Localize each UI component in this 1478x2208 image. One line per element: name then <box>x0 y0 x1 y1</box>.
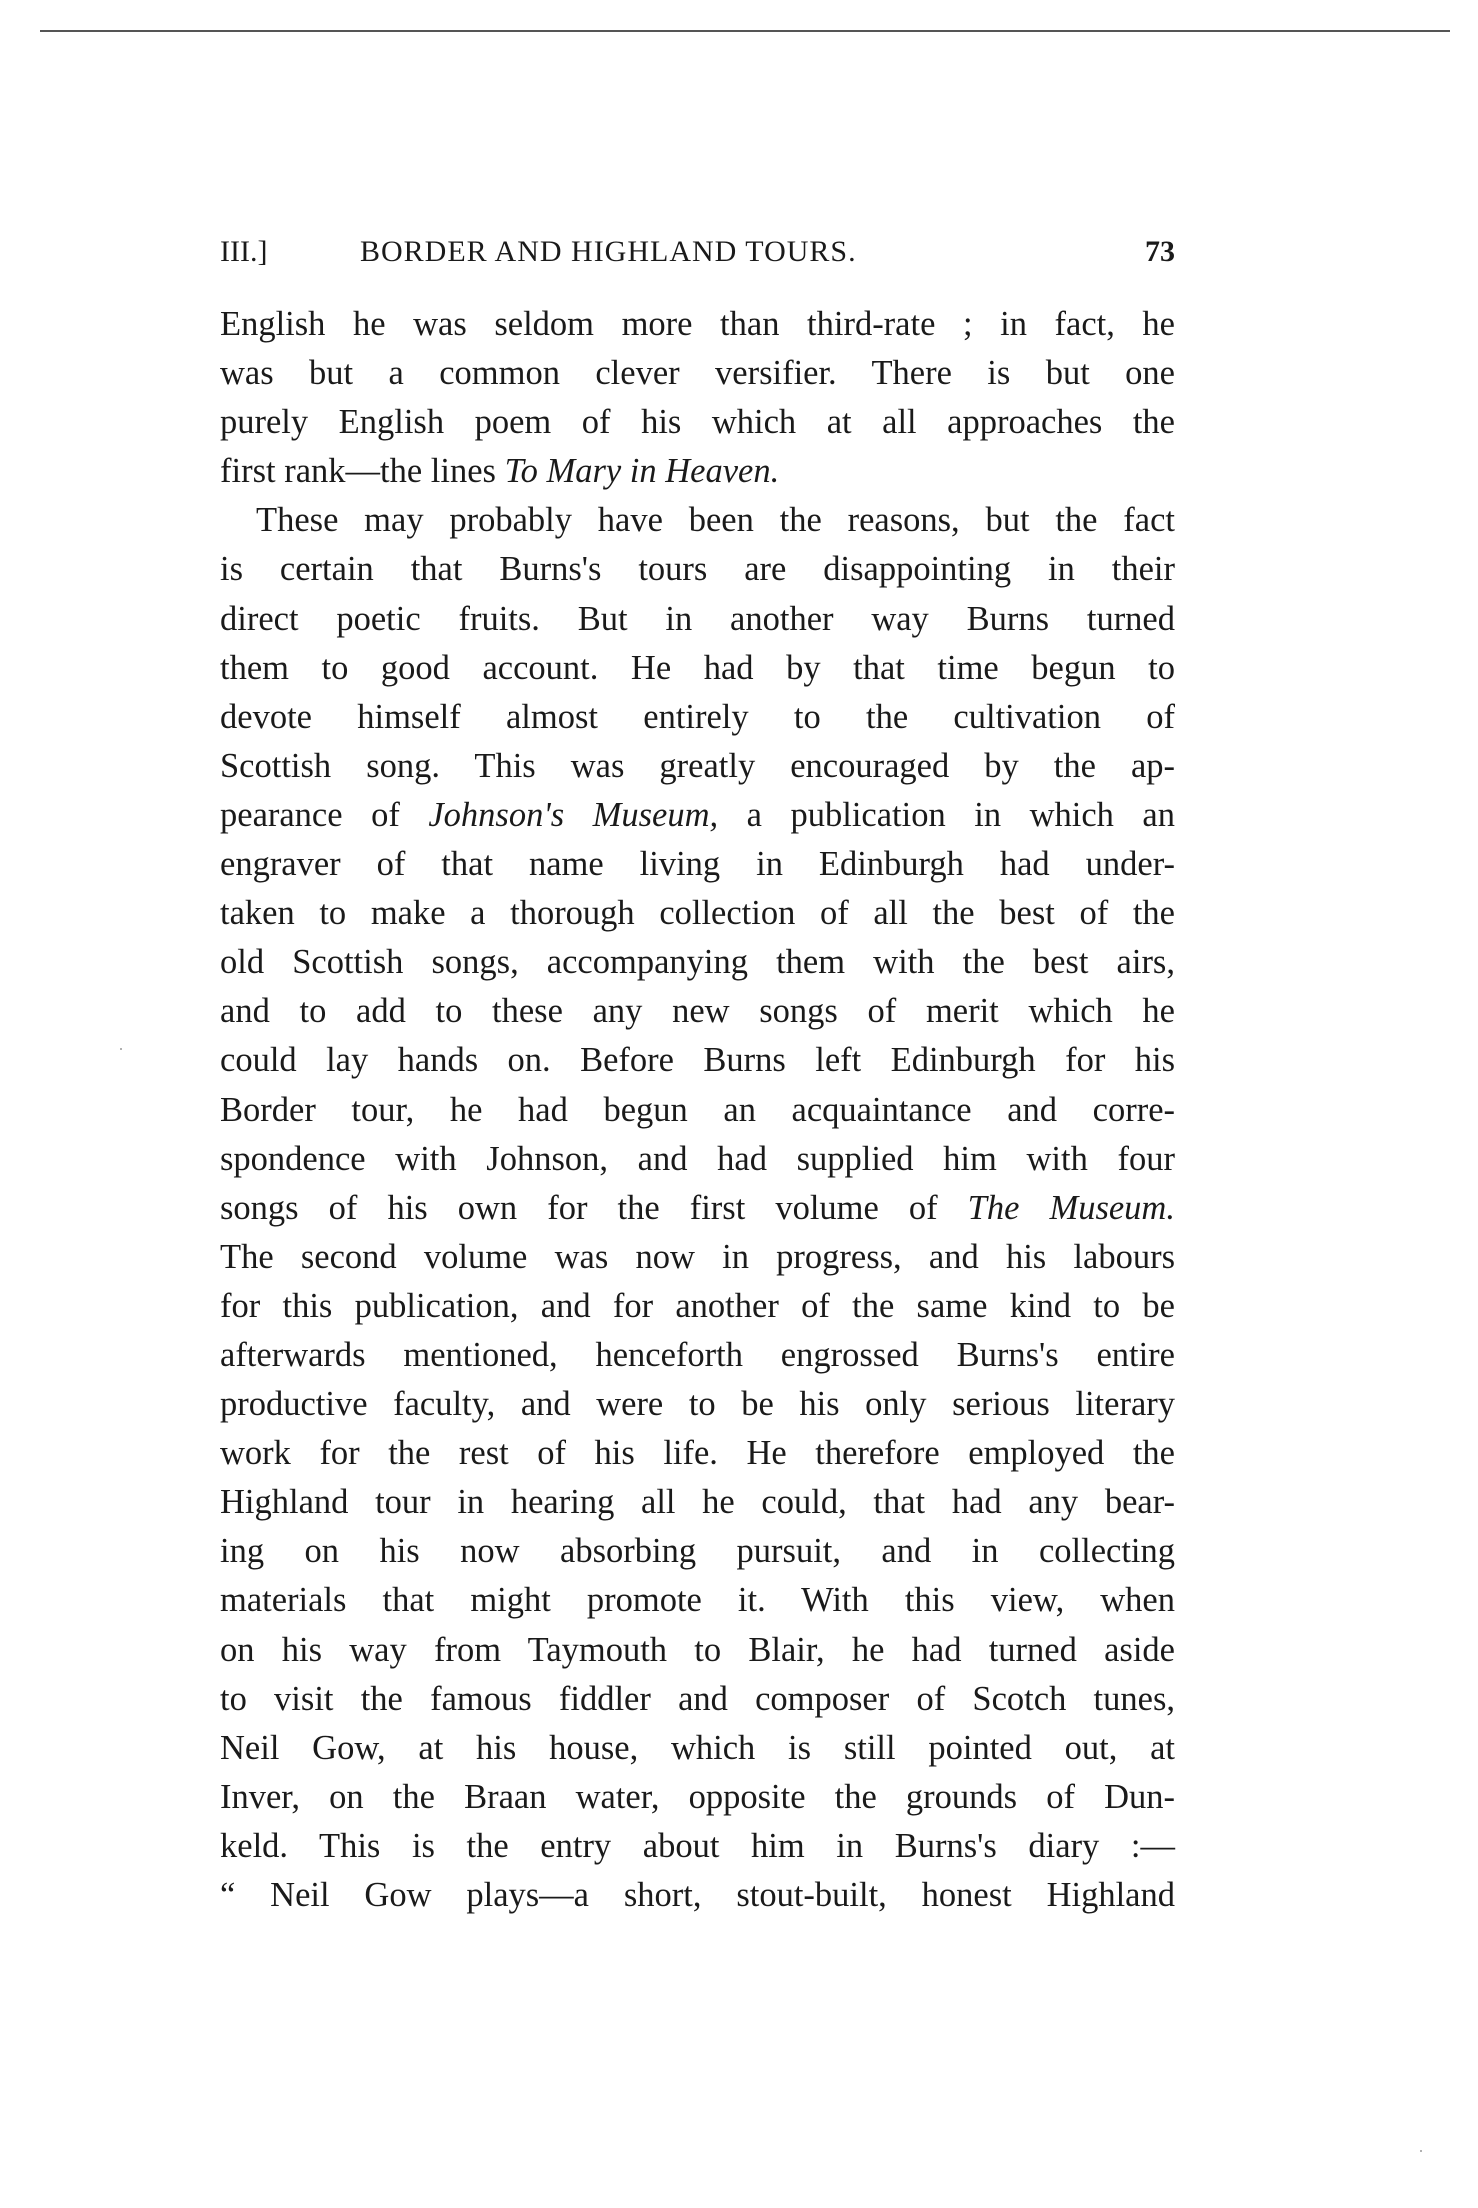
text-line: materials that might promote it. With this view, when <box>220 1581 1175 1620</box>
text-line: taken to make a thorough collection of all the best of the <box>220 894 1175 933</box>
text-line: These may probably have been the reasons, but the fact <box>256 501 1175 540</box>
text-line: devote himself almost entirely to the cultivation of <box>220 697 1175 736</box>
text-run: songs of his own for the first volume of <box>220 1188 968 1227</box>
text-line: them to good account. He had by that time begun to <box>220 648 1175 687</box>
poem-title: To Mary in Heaven. <box>504 452 780 491</box>
text-line: keld. This is the entry about him in Burns's diary :— <box>220 1826 1175 1865</box>
text-line: and to add to these any new songs of merit which he <box>220 992 1175 1031</box>
running-header <box>220 230 1175 274</box>
text-line: Neil Gow, at his house, which is still pointed out, at <box>220 1728 1175 1767</box>
text-line: direct poetic fruits. But in another way Burns turned <box>220 599 1175 638</box>
text-line: to visit the famous fiddler and composer of Scotch tunes, <box>220 1679 1175 1718</box>
page-number: 73 <box>1145 235 1175 268</box>
paragraph-2 <box>220 496 1175 1920</box>
text-line: “ Neil Gow plays—a short, stout-built, honest Highland <box>220 1876 1175 1914</box>
text-run: a publication in which an <box>718 795 1175 834</box>
text-line: for this publication, and for another of the same kind to be <box>220 1286 1175 1325</box>
paragraph-1 <box>220 300 1175 496</box>
text-line: work for the rest of his life. He therefore employed the <box>220 1434 1175 1473</box>
text-line: spondence with Johnson, and had supplied him with four <box>220 1139 1175 1178</box>
text-line: afterwards mentioned, henceforth engrossed Burns's entire <box>220 1335 1175 1374</box>
paper-speck <box>120 1048 122 1050</box>
chapter-number: III.] <box>220 235 268 268</box>
text-line: The second volume was now in progress, and his labours <box>220 1237 1175 1276</box>
text-line: Border tour, he had begun an acquaintance and corre- <box>220 1090 1175 1129</box>
text-line: Scottish song. This was greatly encouraged by the ap- <box>220 746 1175 785</box>
text-line <box>220 791 1175 840</box>
text-line: English he was seldom more than third-rate ; in fact, he <box>220 305 1175 343</box>
text-line: ing on his now absorbing pursuit, and in collecting <box>220 1532 1175 1571</box>
body-text <box>220 300 1175 1920</box>
text-line: purely English poem of his which at all approaches the <box>220 403 1175 442</box>
text-line: engraver of that name living in Edinburgh had under- <box>220 845 1175 884</box>
text-line <box>220 1184 1175 1233</box>
text-line: on his way from Taymouth to Blair, he had turned aside <box>220 1630 1175 1669</box>
text-line: is certain that Burns's tours are disappointing in their <box>220 550 1175 589</box>
running-title: BORDER AND HIGHLAND TOURS. <box>360 235 857 268</box>
text-line: could lay hands on. Before Burns left Edinburgh for his <box>220 1041 1175 1080</box>
text-line: was but a common clever versifier. There is but one <box>220 354 1175 393</box>
text-line: productive faculty, and were to be his only serious literary <box>220 1385 1175 1424</box>
text-run: first rank—the lines <box>220 452 505 491</box>
publication-title: Johnson's Museum, <box>428 795 719 834</box>
text-line: Highland tour in hearing all he could, that had any bear- <box>220 1483 1175 1522</box>
text-line <box>220 447 1175 496</box>
text-run: pearance of <box>220 795 429 834</box>
publication-title: The Museum. <box>967 1188 1175 1227</box>
text-line: old Scottish songs, accompanying them with the best airs, <box>220 943 1175 982</box>
paper-speck <box>1420 2150 1422 2152</box>
top-rule <box>40 30 1450 32</box>
text-line: Inver, on the Braan water, opposite the grounds of Dun- <box>220 1777 1175 1816</box>
